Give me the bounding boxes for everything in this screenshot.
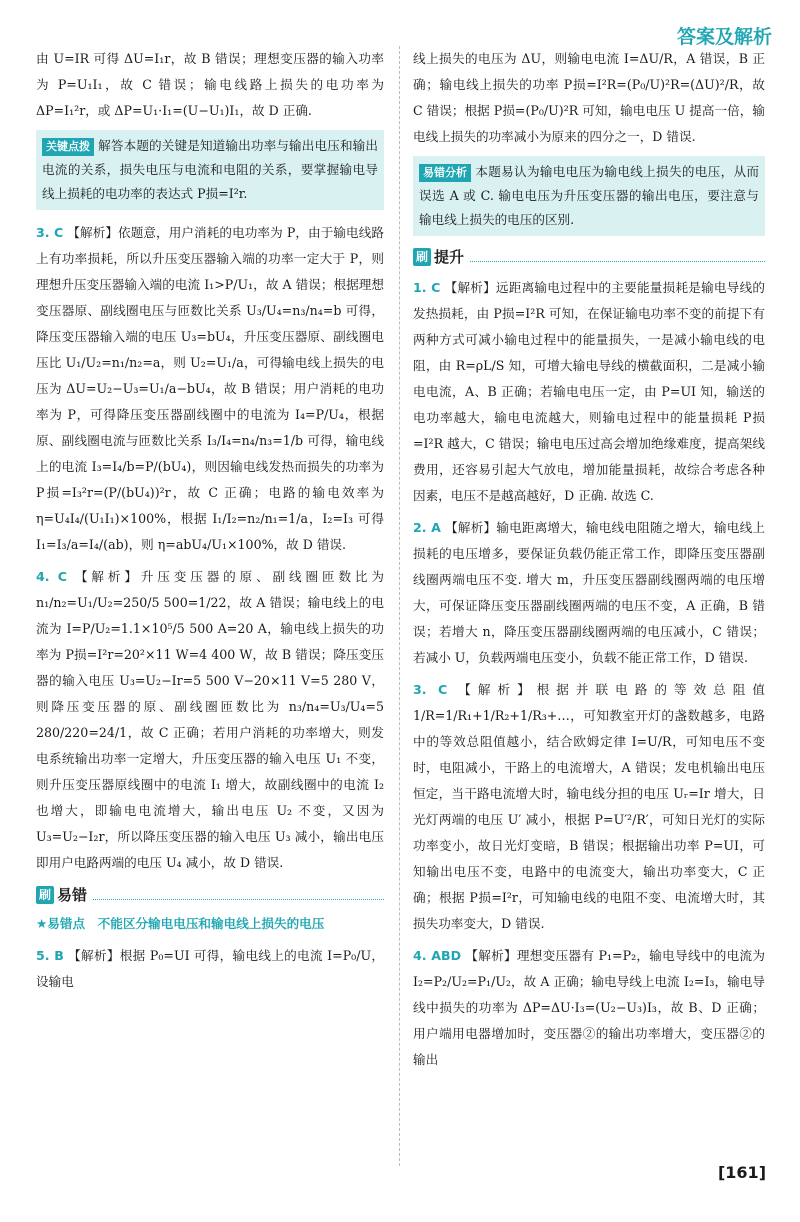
section-brush-icon: 刷 [413,248,431,266]
q4-right-number: 4. ABD [413,948,462,963]
q1-right-text: 【解析】远距离输电过程中的主要能量损耗是输电导线的发热损耗，由 P损=I²R 可知，在保证输电功率不变的前提下有两种方式可减小输电过程中的能量损失，一是减小输电线的电阻，由 R=ρL/S 知，可增大输电导线的横截面积，二是减小输电电流，A、B 正确；若输电电压一定，由 P=UI 知，输送的电功率越大，输电电流越大，则输电过程中的能量损耗 P损=I²R 越大，C 错误；输电电压过高会增加绝缘难度，提高架线费用，还容易引起大气放电，增加能量损耗，故综合考虑各种因素，电压不是越高越好，D 正确. 故选 C. [413,280,765,503]
right-continuation-paragraph: 线上损失的电压为 ΔU，则输电电流 I=ΔU/R，A 错误，B 正确；输电线上损失的功率 P损=I²R=(P₀/U)²R=(ΔU)²/R，故 C 错误；根据 P损=(P₀/U)²R 可知，输电电压 U 提高一倍，输电线上损失的功率减小为原来的四分之一，D 错误. [413,51,765,144]
q1-right-number: 1. C [413,280,441,295]
mistake-point: ★易错点 不能区分输电电压和输电线上损失的电压 [36,916,325,931]
section-dotted-line [470,251,765,262]
section-easy-mistake [36,884,384,905]
q5-left-number: 5. B [36,948,64,963]
left-intro-paragraph: 由 U=IR 可得 ΔU=I₁r，故 B 错误；理想变压器的输入功率为 P=U₁I₁，故 C 错误；输电线路上损失的电功率为 ΔP=I₁²r，或 ΔP=U₁·I₁=(U−U₁)I₁，故 D 正确. [36,51,384,118]
section-dotted-line [93,889,384,900]
q4-left-text: 【解析】升压变压器的原、副线圈匝数比为 n₁/n₂=U₁/U₂=250/5 500=1/22，故 A 错误；输电线上的电流为 I=P/U₂=1.1×10⁵/5 500 A=20 A，输电线上损失的功率为 P损=I²r=20²×11 W=4 400 W，故 B 错误；降压变压器的输入电压 U₃=U₂−Ir=5 500 V−20×11 V=5 280 V，则降压变压器的原、副线圈匝数比为 n₃/n₄=U₃/U₄=5 280/220=24/1，故 C 正确；若用户消耗的功率增大，则发电系统输出功率一定增大，升压变压器的输入电压 U₁ 不变，则升压变压器原线圈中的电流 I₁ 增大，故副线圈中的电流 I₂ 也增大，即输电电流增大，输出电压 U₂ 不变，又因为 U₃=U₂−I₂r，所以降压变压器的输入电压 U₃ 减小，输出电压即用户电路两端的电压 U₄ 减小，故 D 错误. [36,569,384,870]
column-divider [399,46,400,1166]
error-text: 本题易认为输电电压为输电线上损失的电压，从而误选 A 或 C. 输电电压为升压变压器的输出电压，要注意与输电线上损失的电压的区别. [419,164,759,227]
error-tag: 易错分析 [419,164,471,182]
section-easy-label: 易错 [57,886,88,904]
error-analysis-box [413,156,765,236]
header-title: 答案及解析 [676,26,772,48]
left-column [36,46,384,1001]
q5-left-text: 【解析】根据 P₀=UI 可得，输电线上的电流 I=P₀/U，设输电 [36,948,384,989]
page-number: [ 161 ] [718,1163,766,1182]
section-brush-icon: 刷 [36,886,54,904]
tip-box [36,130,384,210]
question-4-left [36,564,384,876]
q3-left-text: 【解析】依题意，用户消耗的电功率为 P，由于输电线路上有功率损耗，所以升压变压器输入端的功率一定大于 P，则理想升压变压器输入端的电流 I₁>P/U₁，故 A 错误；根据理想变压器原、副线圈电压与匝数比关系 U₃/U₄=n₃/n₄=b 可得，降压变压器输入端的电压 U₃=bU₄，升压变压器原、副线圈电压比 U₁/U₂=n₁/n₂=a，则 U₂=U₁/a，可得输电线上损失的电压为 ΔU=U₂−U₃=U₁/a−bU₄，故 B 错误；用户消耗的电功率为 P，可得降压变压器副线圈中的电流为 I₄=P/U₄，根据原、副线圈电流与匝数比关系 I₃/I₄=n₄/n₃=1/b 可得，输电线上的电流 I₃=I₄/b=P/(bU₄)，则因输电线发热而损失的功率为 P损=I₃²r=(P/(bU₄))²r，故 C 正确；电路的输电效率为 η=U₄I₄/(U₁I₁)×100%，根据 I₁/I₂=n₂/n₁=1/a，I₂=I₃ 可得 I₁=I₃/a=I₄/(ab)，则 η=abU₄/U₁×100%，故 D 错误. [36,225,384,552]
q2-right-number: 2. A [413,520,441,535]
tip-text: 解答本题的关键是知道输出功率与输出电压和输出电流的关系，损失电压与电流和电阻的关系，要掌握输电导线上损耗的电功率的表达式 P损=I²r. [42,138,378,201]
right-column [413,46,765,1079]
question-3-left [36,220,384,558]
question-5-left [36,943,384,995]
question-2-right [413,515,765,671]
question-3-right [413,677,765,937]
q2-right-text: 【解析】输电距离增大，输电线电阻随之增大，输电线上损耗的电压增多，要保证负载仍能正常工作，即降压变压器副线圈两端电压不变. 增大 m，升压变压器副线圈两端的电压增大，可保证降压变压器副线圈两端的电压不变，A 正确，B 错误；若增大 n，降压变压器副线圈两端的电压减小，C 错误；若减小 U，负载两端电压变小，负载不能正常工作，D 错误. [413,520,765,665]
section-improve [413,246,765,267]
q4-left-number: 4. C [36,569,68,584]
section-improve-label: 提升 [434,248,465,266]
q3-right-number: 3. C [413,682,448,697]
question-1-right [413,275,765,509]
tip-tag: 关键点拨 [42,138,94,156]
q4-right-text: 【解析】理想变压器有 P₁=P₂，输电导线中的电流为 I₂=P₂/U₂=P₁/U₂，故 A 正确；输电导线上电流 I₂=I₃，输电导线中损失的功率为 ΔP=ΔU·I₃=(U₂−U₃)I₃，故 B、D 正确；用户端用电器增加时，变压器②的输出功率增大，变压器②的输出 [413,948,765,1067]
q3-left-number: 3. C [36,225,64,240]
q3-right-text: 【解析】根据并联电路的等效总阻值 1/R=1/R₁+1/R₂+1/R₃+…，可知教室开灯的盏数越多，电路中的等效总阻值越小，结合欧姆定律 I=U/R，可知电压不变时，电阻减小，干路上的电流增大，A 错误；发电机输出电压恒定，当干路电流增大时，输电线分担的电压 Uᵣ=Ir 增大，日光灯两端的电压 U′ 减小，根据 P=U′²/R′，可知日光灯的实际功率变小，故日光灯变暗，B 错误；根据输出功率 P=UI，可知输出电压不变，电路中的电流变大，输出功率变大，C 正确；根据 P损=I²r，可知输电线的电阻不变、电流增大时，其损失功率变大，D 错误. [413,682,765,931]
question-4-right [413,943,765,1073]
